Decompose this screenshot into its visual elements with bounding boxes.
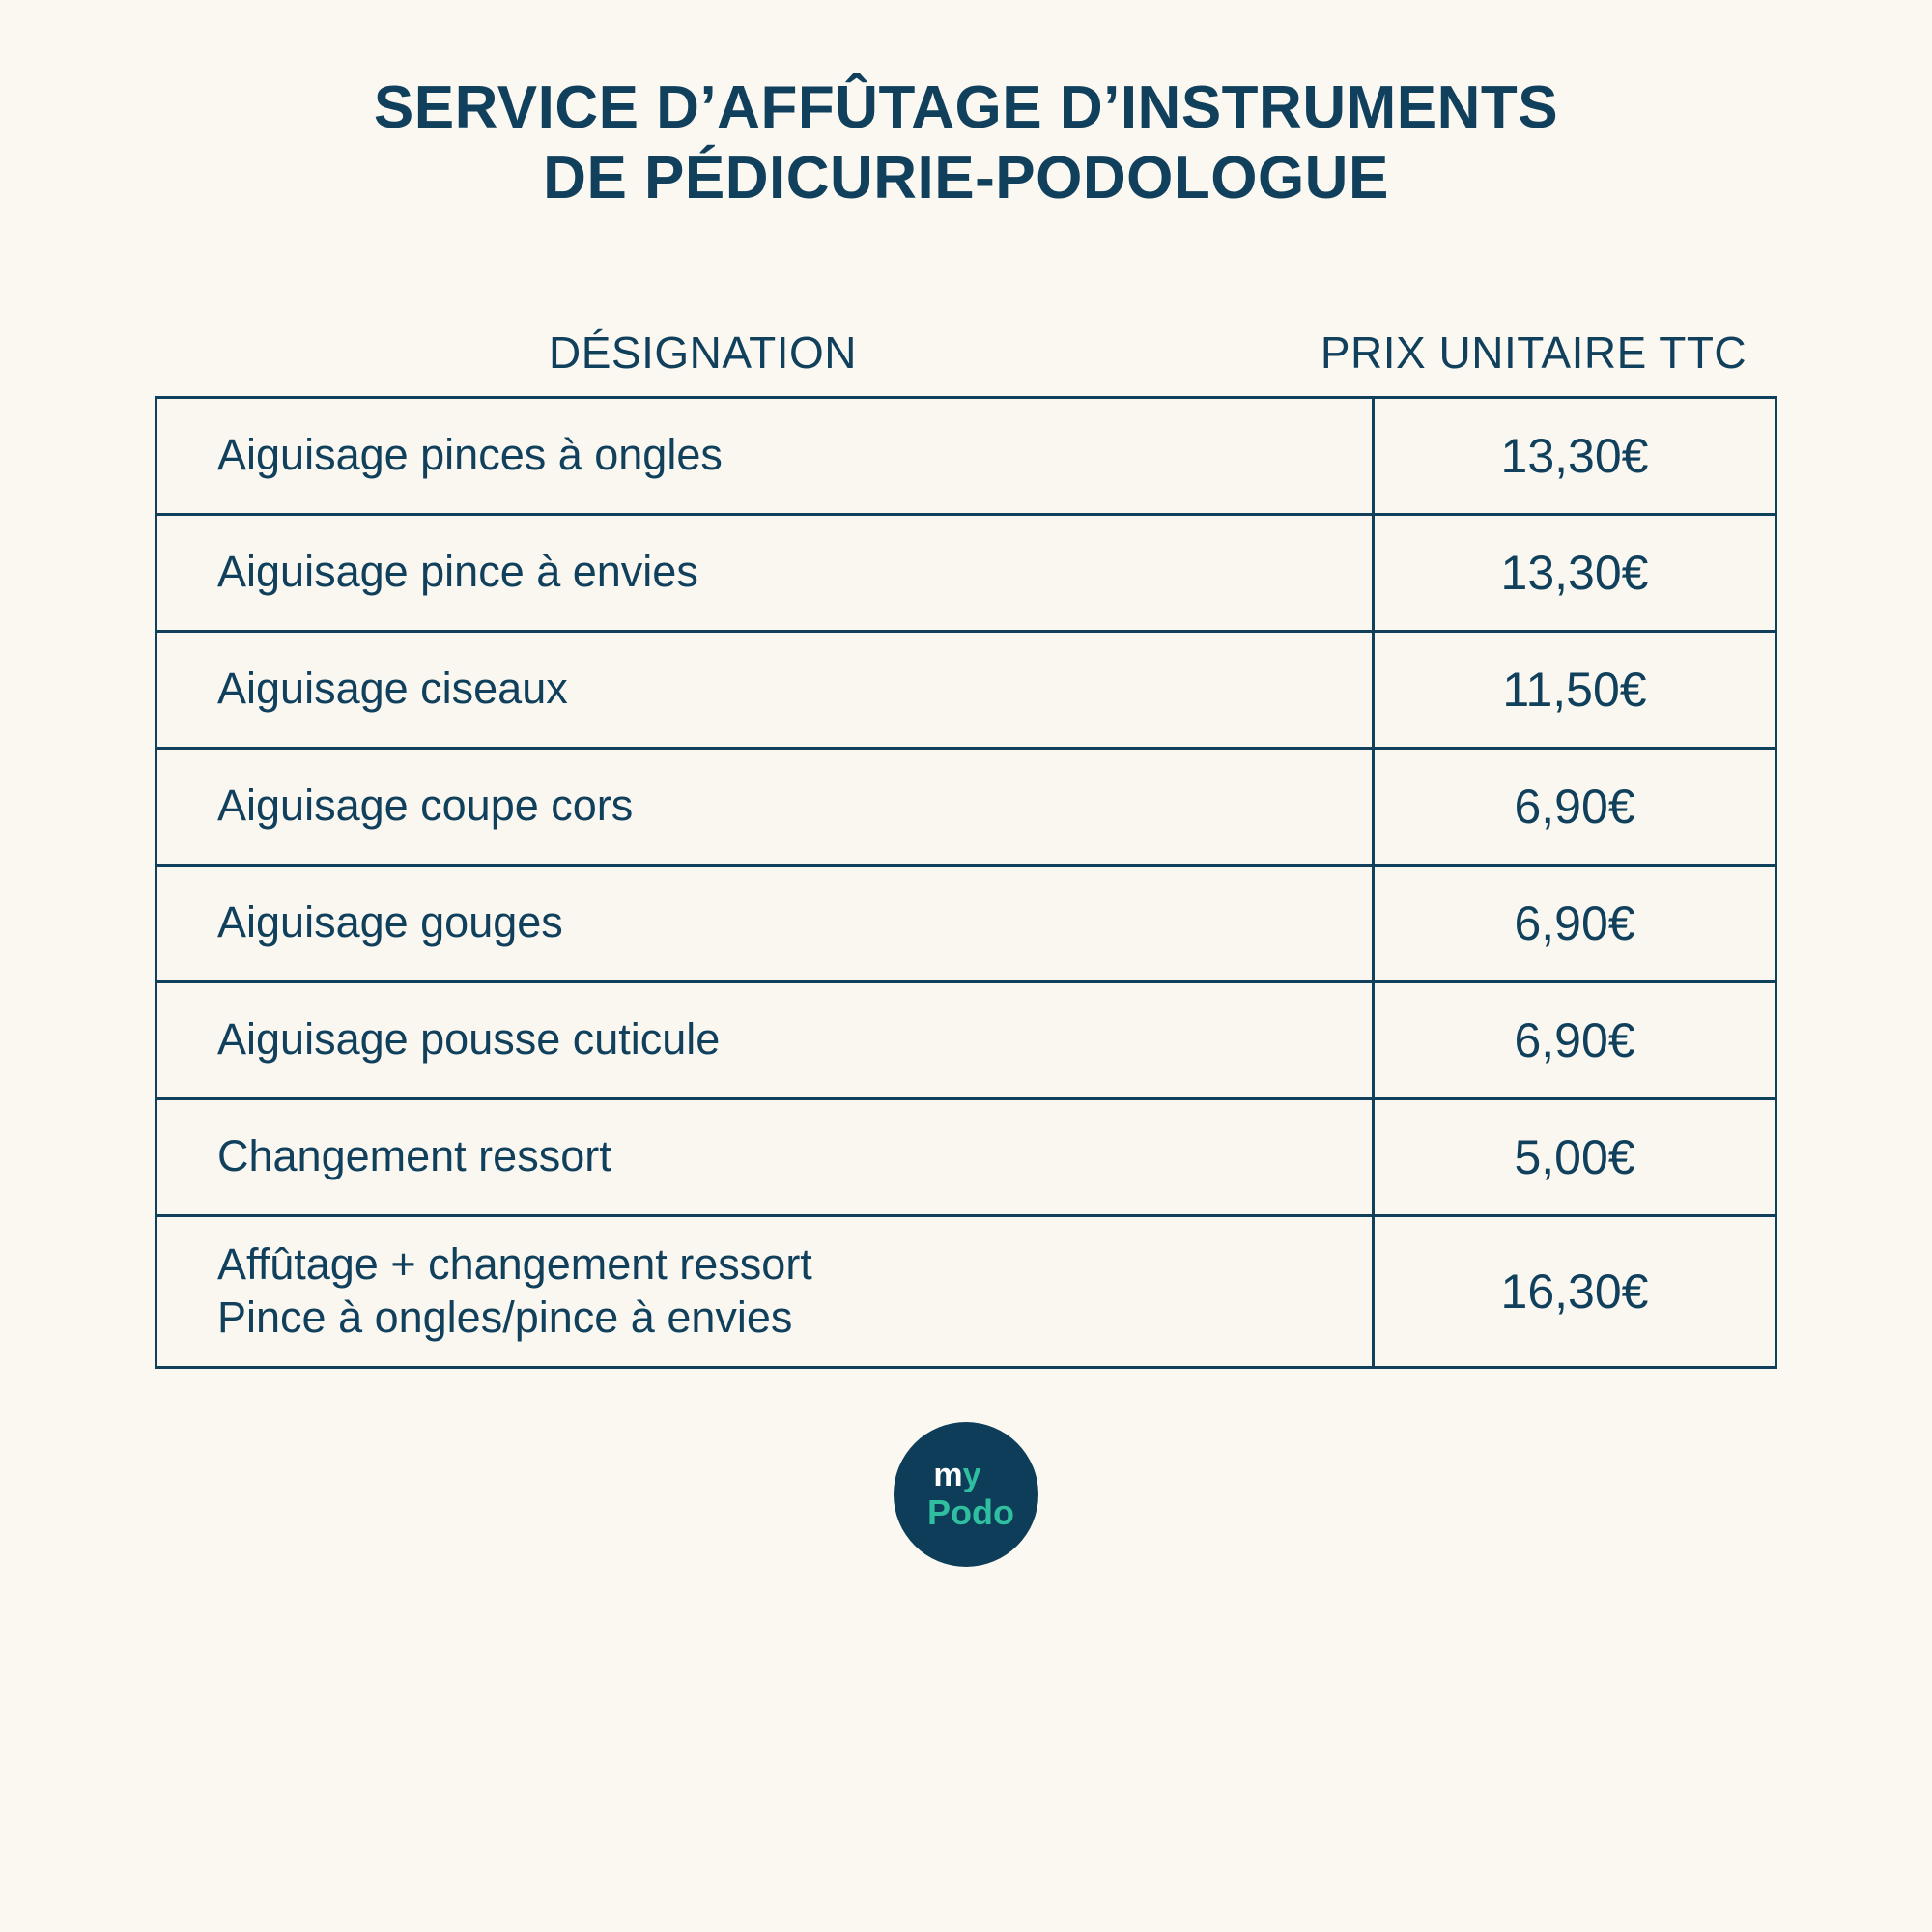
cell-price: 11,50€ [1374, 631, 1776, 748]
cell-price: 13,30€ [1374, 397, 1776, 514]
column-header-price: PRIX UNITAIRE TTC [1320, 327, 1747, 378]
table-row [156, 514, 1776, 631]
cell-designation: Aiguisage pince à envies [156, 514, 1374, 631]
cell-designation: Aiguisage pousse cuticule [156, 981, 1374, 1098]
column-header-designation: DÉSIGNATION [548, 327, 857, 378]
cell-designation-line-1: Affûtage + changement ressort [217, 1238, 812, 1289]
pricing-table-wrapper [155, 327, 1777, 1369]
pricing-table [155, 396, 1777, 1369]
page-title-line-1: SERVICE D’AFFÛTAGE D’INSTRUMENTS [373, 74, 1559, 141]
logo-text-my [933, 1456, 981, 1493]
mypodo-logo [894, 1422, 1038, 1567]
table-row [156, 865, 1776, 981]
cell-designation: Aiguisage pinces à ongles [156, 397, 1374, 514]
cell-designation: Aiguisage gouges [156, 865, 1374, 981]
table-row [156, 397, 1776, 514]
logo-text-m: m [933, 1456, 963, 1493]
cell-designation-line-2: Pince à ongles/pince à envies [217, 1292, 793, 1342]
cell-price: 6,90€ [1374, 865, 1776, 981]
cell-price: 13,30€ [1374, 514, 1776, 631]
cell-designation [156, 1215, 1374, 1367]
cell-designation: Aiguisage coupe cors [156, 748, 1374, 865]
cell-price: 16,30€ [1374, 1215, 1776, 1367]
logo-text-y: y [962, 1456, 981, 1493]
logo-area [39, 1422, 1893, 1567]
page-title [374, 72, 1558, 213]
table-row [156, 748, 1776, 865]
logo-text-podo: Podo [927, 1492, 1014, 1532]
table-row [156, 1215, 1776, 1367]
cell-price: 6,90€ [1374, 748, 1776, 865]
page-title-line-2: DE PÉDICURIE-PODOLOGUE [543, 145, 1389, 213]
cell-designation: Changement ressort [156, 1098, 1374, 1215]
table-row [156, 981, 1776, 1098]
cell-price: 6,90€ [1374, 981, 1776, 1098]
pricing-table-column-headers [155, 327, 1777, 396]
cell-designation: Aiguisage ciseaux [156, 631, 1374, 748]
table-row [156, 631, 1776, 748]
cell-price: 5,00€ [1374, 1098, 1776, 1215]
table-row [156, 1098, 1776, 1215]
